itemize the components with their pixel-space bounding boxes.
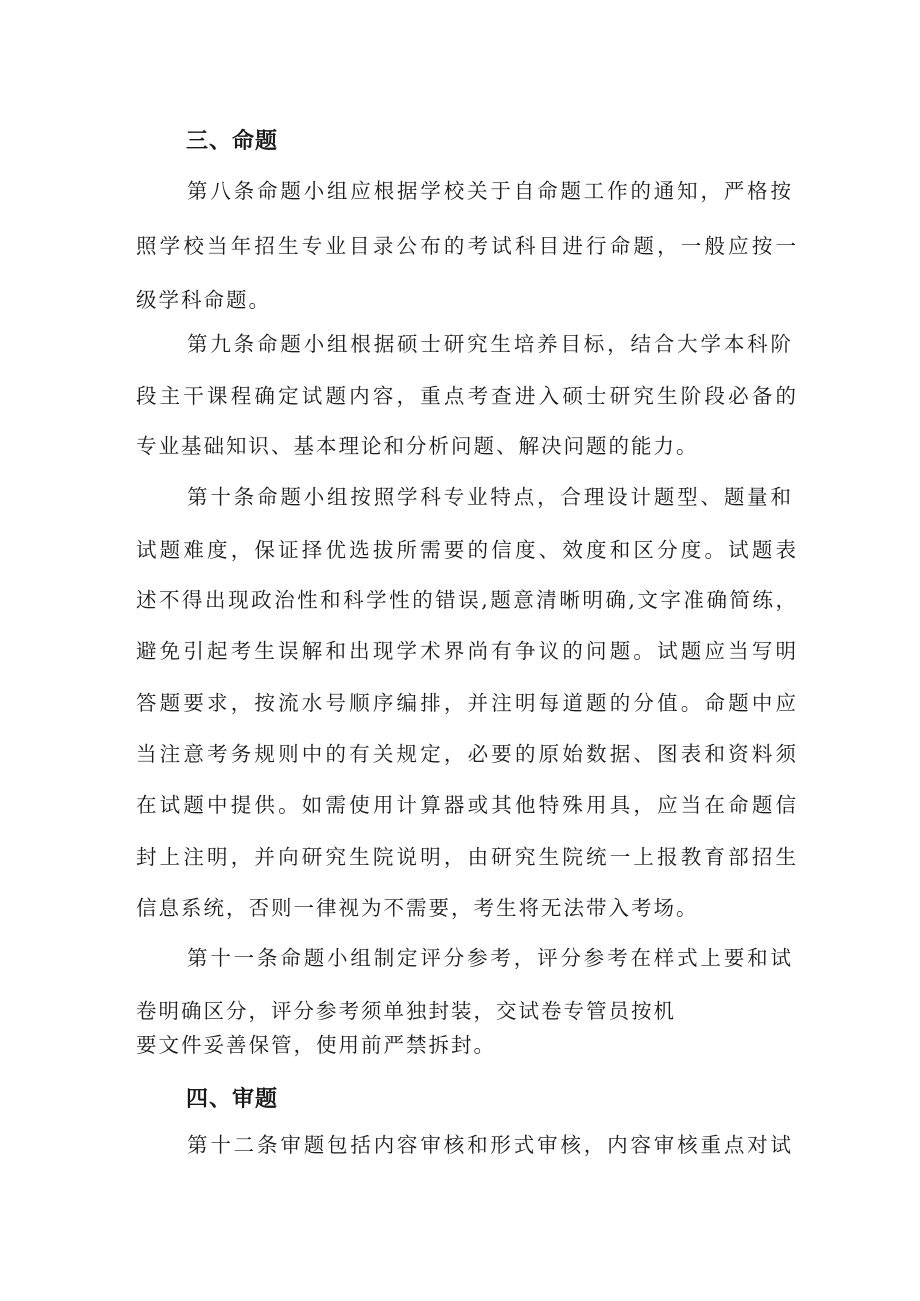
article-9-line-3: 专业基础知识、基本理论和分析问题、解决问题的能力。 (136, 434, 699, 458)
article-10-line-8: 封上注明，并向研究生院说明，由研究生院统一上报教育部招生 (136, 845, 796, 869)
article-10-line-7: 在试题中提供。如需使用计算器或其他特殊用具，应当在命题信 (136, 793, 796, 817)
article-10-line-3: 述不得出现政治性和科学性的错误,题意清晰明确,文字准确简练， (136, 588, 796, 612)
article-10-line-1: 第十条命题小组按照学科专业特点，合理设计题型、题量和 (187, 485, 791, 509)
article-10-line-5: 答题要求，按流水号顺序编排，并注明每道题的分值。命题中应 (136, 691, 796, 715)
article-11-line-2: 卷明确区分，评分参考须单独封装，交试卷专管员按机 (136, 999, 676, 1023)
section-heading-shenti: 四、审题 (186, 1087, 279, 1112)
article-8-line-1: 第八条命题小组应根据学校关于自命题工作的通知，严格按 (187, 179, 791, 203)
article-10-line-9: 信息系统，否则一律视为不需要，考生将无法带入考场。 (136, 896, 699, 920)
article-11-line-3: 要文件妥善保管，使用前严禁拆封。 (136, 1033, 496, 1057)
article-11-line-1: 第十一条命题小组制定评分参考，评分参考在样式上要和试 (187, 946, 791, 970)
article-9-line-2: 段主干课程确定试题内容，重点考查进入硕士研究生阶段必备的 (136, 384, 796, 408)
article-8-line-3: 级学科命题。 (136, 288, 271, 312)
article-12-line-1: 第十二条审题包括内容审核和形式审核，内容审核重点对试 (187, 1133, 791, 1157)
article-9-line-1: 第九条命题小组根据硕士研究生培养目标，结合大学本科阶 (187, 332, 791, 356)
article-10-line-6: 当注意考务规则中的有关规定，必要的原始数据、图表和资料须 (136, 742, 796, 766)
article-10-line-2: 试题难度，保证择优选拔所需要的信度、效度和区分度。试题表 (136, 538, 796, 562)
article-8-line-2: 照学校当年招生专业目录公布的考试科目进行命题，一般应按一 (136, 234, 796, 258)
article-10-line-4: 避免引起考生误解和出现学术界尚有争议的问题。试题应当写明 (136, 639, 796, 663)
section-heading-mingti: 三、命题 (186, 129, 279, 154)
